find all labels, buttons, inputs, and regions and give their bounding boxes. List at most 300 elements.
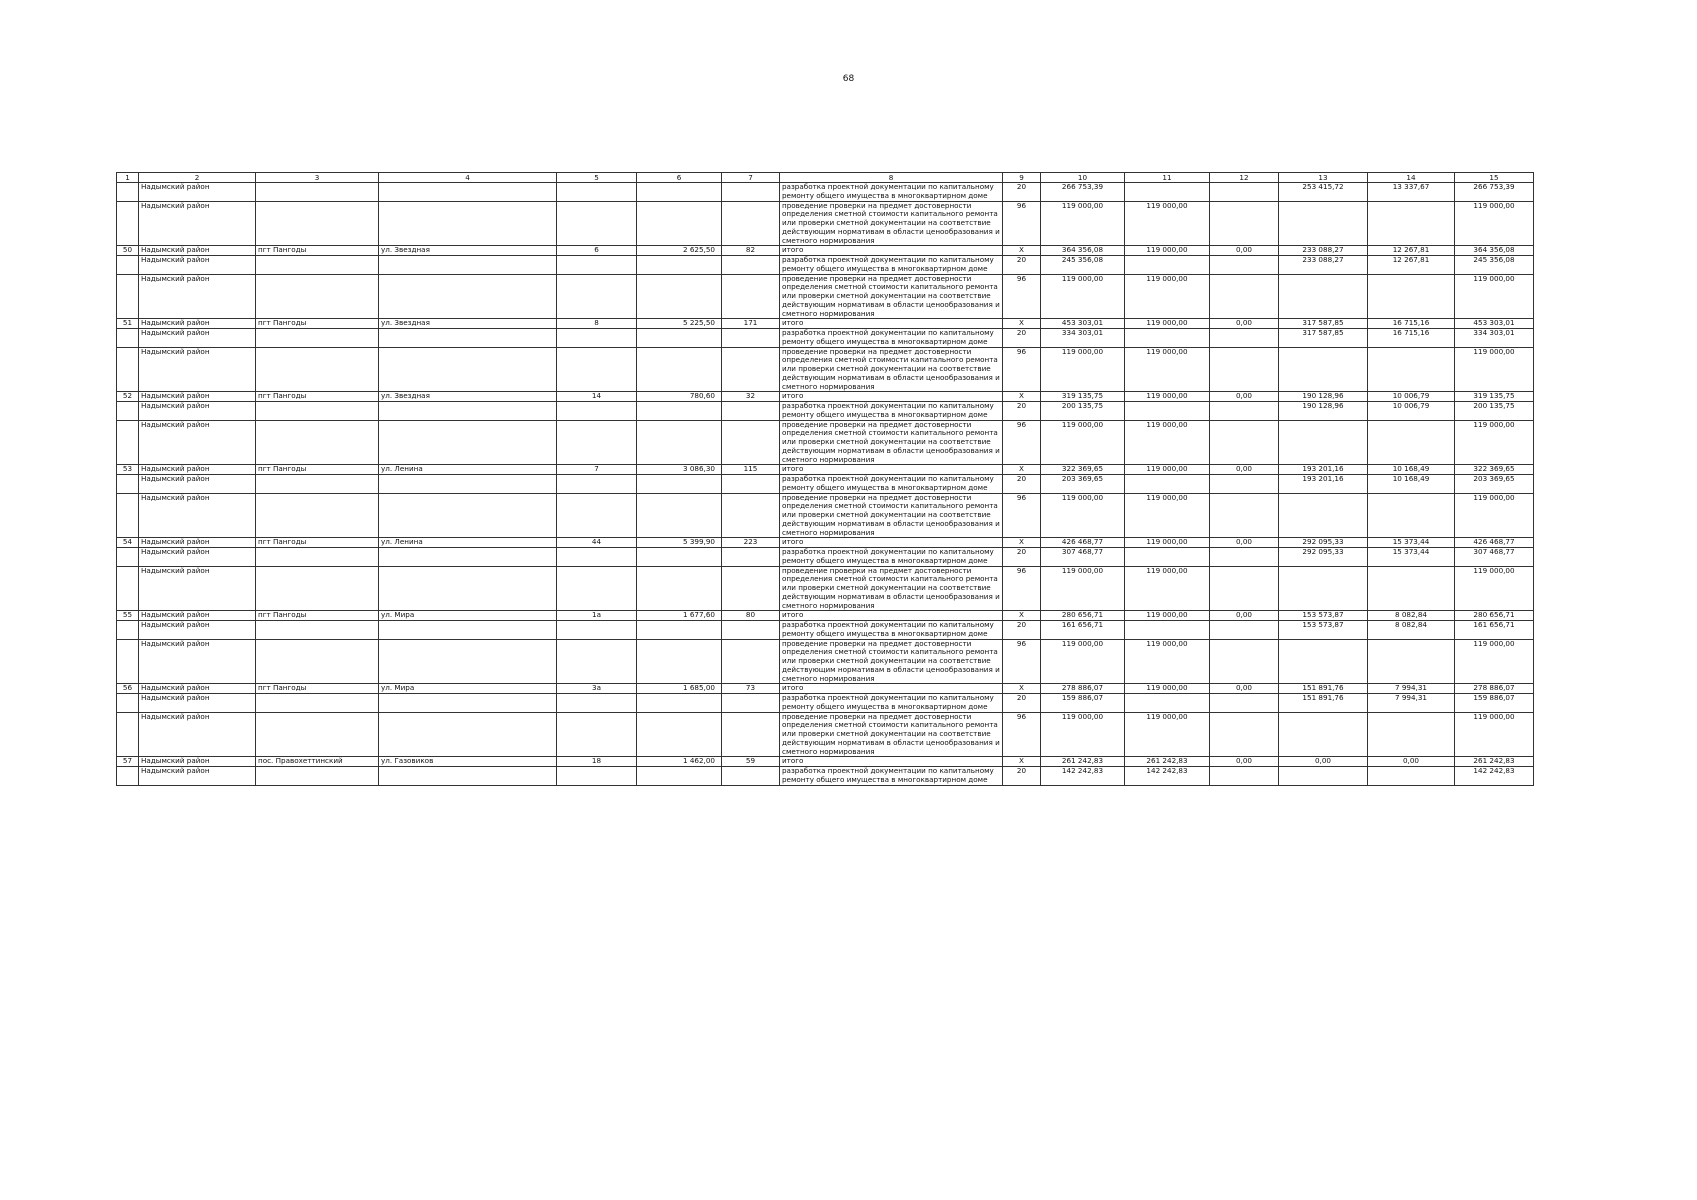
district-cell: Надымский район (139, 712, 256, 757)
work-type-cell: разработка проектной документации по капитальному ремонту общего имущества в многоквартирном доме (780, 621, 1003, 640)
work-type-cell: итого (780, 538, 1003, 548)
area-cell (637, 475, 722, 494)
street-cell: ул. Мира (379, 611, 557, 621)
residents-cell (722, 566, 780, 611)
street-cell (379, 566, 557, 611)
cost-col-13-cell: 193 201,16 (1279, 465, 1368, 475)
area-cell (637, 712, 722, 757)
cost-col-15-cell: 119 000,00 (1455, 493, 1534, 538)
work-type-cell: разработка проектной документации по капитальному ремонту общего имущества в многоквартирном доме (780, 402, 1003, 421)
district-cell: Надымский район (139, 694, 256, 713)
house-number-cell (557, 183, 637, 202)
residents-cell (722, 420, 780, 465)
residents-cell (722, 402, 780, 421)
cost-col-15-cell: 203 369,65 (1455, 475, 1534, 494)
total-cost-cell: 280 656,71 (1041, 611, 1125, 621)
cost-col-13-cell: 292 095,33 (1279, 538, 1368, 548)
work-type-cell: проведение проверки на предмет достоверности определения сметной стоимости капитального ремонта или проверки сметной документации на соответствие действующим нормативам в области ценообразования и сметного нормирования (780, 201, 1003, 246)
table-row (117, 621, 1534, 640)
cost-col-11-cell: 142 242,83 (1125, 767, 1210, 786)
area-cell (637, 621, 722, 640)
code-cell: 96 (1003, 347, 1041, 392)
district-cell: Надымский район (139, 319, 256, 329)
column-header: 4 (379, 173, 557, 183)
code-cell: 20 (1003, 767, 1041, 786)
house-number-cell (557, 201, 637, 246)
area-cell: 5 399,90 (637, 538, 722, 548)
cost-col-13-cell (1279, 274, 1368, 319)
row-number (117, 183, 139, 202)
residents-cell (722, 712, 780, 757)
cost-col-14-cell: 7 994,31 (1368, 684, 1455, 694)
cost-col-14-cell (1368, 639, 1455, 684)
total-cost-cell: 119 000,00 (1041, 566, 1125, 611)
house-number-cell (557, 566, 637, 611)
cost-col-11-cell: 119 000,00 (1125, 611, 1210, 621)
street-cell (379, 548, 557, 567)
district-cell: Надымский район (139, 684, 256, 694)
code-cell: X (1003, 538, 1041, 548)
total-cost-cell: 266 753,39 (1041, 183, 1125, 202)
row-number (117, 566, 139, 611)
residents-cell: 171 (722, 319, 780, 329)
street-cell (379, 329, 557, 348)
table-row (117, 465, 1534, 475)
cost-col-12-cell (1210, 548, 1279, 567)
column-header: 2 (139, 173, 256, 183)
cost-col-11-cell: 119 000,00 (1125, 201, 1210, 246)
cost-col-12-cell: 0,00 (1210, 392, 1279, 402)
street-cell (379, 274, 557, 319)
column-header: 5 (557, 173, 637, 183)
settlement-cell: пгт Пангоды (256, 392, 379, 402)
settlement-cell: пгт Пангоды (256, 465, 379, 475)
cost-col-13-cell (1279, 420, 1368, 465)
cost-col-13-cell: 153 573,87 (1279, 621, 1368, 640)
code-cell: 96 (1003, 201, 1041, 246)
work-type-cell: разработка проектной документации по капитальному ремонту общего имущества в многоквартирном доме (780, 767, 1003, 786)
cost-col-12-cell (1210, 201, 1279, 246)
cost-col-14-cell (1368, 274, 1455, 319)
table-row (117, 274, 1534, 319)
total-cost-cell: 142 242,83 (1041, 767, 1125, 786)
cost-col-11-cell: 119 000,00 (1125, 347, 1210, 392)
settlement-cell: пгт Пангоды (256, 684, 379, 694)
total-cost-cell: 278 886,07 (1041, 684, 1125, 694)
cost-col-13-cell: 190 128,96 (1279, 392, 1368, 402)
cost-col-11-cell (1125, 475, 1210, 494)
settlement-cell (256, 256, 379, 275)
district-cell: Надымский район (139, 420, 256, 465)
district-cell: Надымский район (139, 183, 256, 202)
district-cell: Надымский район (139, 329, 256, 348)
cost-col-12-cell: 0,00 (1210, 757, 1279, 767)
work-type-cell: проведение проверки на предмет достоверности определения сметной стоимости капитального ремонта или проверки сметной документации на соответствие действующим нормативам в области ценообразования и сметного нормирования (780, 639, 1003, 684)
cost-col-11-cell: 119 000,00 (1125, 538, 1210, 548)
settlement-cell (256, 493, 379, 538)
row-number (117, 493, 139, 538)
settlement-cell (256, 201, 379, 246)
row-number (117, 694, 139, 713)
table-row (117, 347, 1534, 392)
street-cell (379, 347, 557, 392)
row-number: 54 (117, 538, 139, 548)
house-number-cell: 18 (557, 757, 637, 767)
house-number-cell (557, 694, 637, 713)
street-cell (379, 639, 557, 684)
work-type-cell: итого (780, 392, 1003, 402)
row-number: 57 (117, 757, 139, 767)
district-cell: Надымский район (139, 493, 256, 538)
area-cell (637, 256, 722, 275)
total-cost-cell: 322 369,65 (1041, 465, 1125, 475)
row-number (117, 767, 139, 786)
area-cell (637, 767, 722, 786)
district-cell: Надымский район (139, 201, 256, 246)
work-type-cell: итого (780, 246, 1003, 256)
district-cell: Надымский район (139, 538, 256, 548)
area-cell (637, 201, 722, 246)
house-number-cell (557, 712, 637, 757)
cost-col-12-cell (1210, 274, 1279, 319)
total-cost-cell: 203 369,65 (1041, 475, 1125, 494)
table-row (117, 548, 1534, 567)
row-number (117, 274, 139, 319)
area-cell (637, 347, 722, 392)
residents-cell (722, 475, 780, 494)
table-row (117, 611, 1534, 621)
row-number (117, 329, 139, 348)
cost-col-14-cell (1368, 347, 1455, 392)
district-cell: Надымский район (139, 274, 256, 319)
district-cell: Надымский район (139, 347, 256, 392)
table-row (117, 475, 1534, 494)
district-cell: Надымский район (139, 548, 256, 567)
district-cell: Надымский район (139, 246, 256, 256)
settlement-cell (256, 639, 379, 684)
column-header: 14 (1368, 173, 1455, 183)
total-cost-cell: 426 468,77 (1041, 538, 1125, 548)
cost-col-15-cell: 200 135,75 (1455, 402, 1534, 421)
cost-col-14-cell: 8 082,84 (1368, 621, 1455, 640)
cost-col-15-cell: 319 135,75 (1455, 392, 1534, 402)
street-cell (379, 402, 557, 421)
residents-cell (722, 256, 780, 275)
cost-col-12-cell: 0,00 (1210, 246, 1279, 256)
cost-col-13-cell: 151 891,76 (1279, 694, 1368, 713)
total-cost-cell: 307 468,77 (1041, 548, 1125, 567)
table-row (117, 201, 1534, 246)
row-number (117, 548, 139, 567)
table-row (117, 402, 1534, 421)
cost-col-11-cell: 119 000,00 (1125, 712, 1210, 757)
table-row (117, 319, 1534, 329)
cost-col-12-cell (1210, 639, 1279, 684)
area-cell: 1 462,00 (637, 757, 722, 767)
house-number-cell: 3а (557, 684, 637, 694)
residents-cell: 32 (722, 392, 780, 402)
cost-col-13-cell: 153 573,87 (1279, 611, 1368, 621)
code-cell: X (1003, 611, 1041, 621)
column-header: 10 (1041, 173, 1125, 183)
cost-col-13-cell: 151 891,76 (1279, 684, 1368, 694)
area-cell (637, 694, 722, 713)
total-cost-cell: 119 000,00 (1041, 639, 1125, 684)
cost-col-14-cell (1368, 201, 1455, 246)
cost-col-14-cell (1368, 493, 1455, 538)
total-cost-cell: 319 135,75 (1041, 392, 1125, 402)
table-row (117, 694, 1534, 713)
total-cost-cell: 334 303,01 (1041, 329, 1125, 348)
work-type-cell: проведение проверки на предмет достоверности определения сметной стоимости капитального ремонта или проверки сметной документации на соответствие действующим нормативам в области ценообразования и сметного нормирования (780, 493, 1003, 538)
code-cell: 96 (1003, 639, 1041, 684)
total-cost-cell: 119 000,00 (1041, 493, 1125, 538)
cost-col-14-cell: 12 267,81 (1368, 246, 1455, 256)
settlement-cell: пгт Пангоды (256, 246, 379, 256)
cost-col-13-cell (1279, 767, 1368, 786)
cost-col-15-cell: 161 656,71 (1455, 621, 1534, 640)
settlement-cell (256, 347, 379, 392)
residents-cell (722, 639, 780, 684)
area-cell (637, 639, 722, 684)
district-cell: Надымский район (139, 639, 256, 684)
area-cell (637, 274, 722, 319)
total-cost-cell: 159 886,07 (1041, 694, 1125, 713)
cost-col-12-cell: 0,00 (1210, 465, 1279, 475)
street-cell (379, 712, 557, 757)
row-number: 55 (117, 611, 139, 621)
cost-col-11-cell (1125, 402, 1210, 421)
column-header: 9 (1003, 173, 1041, 183)
cost-col-14-cell: 16 715,16 (1368, 329, 1455, 348)
work-type-cell: проведение проверки на предмет достоверности определения сметной стоимости капитального ремонта или проверки сметной документации на соответствие действующим нормативам в области ценообразования и сметного нормирования (780, 347, 1003, 392)
area-cell: 5 225,50 (637, 319, 722, 329)
house-number-cell (557, 767, 637, 786)
cost-col-15-cell: 245 356,08 (1455, 256, 1534, 275)
cost-col-12-cell (1210, 347, 1279, 392)
house-number-cell (557, 493, 637, 538)
cost-col-15-cell: 119 000,00 (1455, 274, 1534, 319)
table-row (117, 538, 1534, 548)
column-header: 1 (117, 173, 139, 183)
cost-col-14-cell: 8 082,84 (1368, 611, 1455, 621)
row-number (117, 402, 139, 421)
work-type-cell: итого (780, 611, 1003, 621)
column-header: 6 (637, 173, 722, 183)
settlement-cell (256, 475, 379, 494)
cost-col-15-cell: 261 242,83 (1455, 757, 1534, 767)
cost-col-11-cell: 119 000,00 (1125, 319, 1210, 329)
district-cell: Надымский район (139, 757, 256, 767)
table-row (117, 256, 1534, 275)
cost-col-11-cell: 261 242,83 (1125, 757, 1210, 767)
settlement-cell: пгт Пангоды (256, 538, 379, 548)
total-cost-cell: 119 000,00 (1041, 201, 1125, 246)
house-number-cell: 6 (557, 246, 637, 256)
work-type-cell: итого (780, 319, 1003, 329)
settlement-cell (256, 274, 379, 319)
total-cost-cell: 200 135,75 (1041, 402, 1125, 421)
cost-col-15-cell: 142 242,83 (1455, 767, 1534, 786)
cost-col-11-cell (1125, 621, 1210, 640)
cost-col-15-cell: 159 886,07 (1455, 694, 1534, 713)
street-cell (379, 694, 557, 713)
work-type-cell: проведение проверки на предмет достоверности определения сметной стоимости капитального ремонта или проверки сметной документации на соответствие действующим нормативам в области ценообразования и сметного нормирования (780, 566, 1003, 611)
work-type-cell: разработка проектной документации по капитальному ремонту общего имущества в многоквартирном доме (780, 694, 1003, 713)
house-number-cell (557, 420, 637, 465)
cost-col-15-cell: 307 468,77 (1455, 548, 1534, 567)
code-cell: 96 (1003, 274, 1041, 319)
house-number-cell: 8 (557, 319, 637, 329)
work-type-cell: разработка проектной документации по капитальному ремонту общего имущества в многоквартирном доме (780, 475, 1003, 494)
settlement-cell: пгт Пангоды (256, 319, 379, 329)
district-cell: Надымский район (139, 392, 256, 402)
district-cell: Надымский район (139, 566, 256, 611)
code-cell: 20 (1003, 475, 1041, 494)
house-number-cell (557, 329, 637, 348)
code-cell: X (1003, 684, 1041, 694)
cost-col-12-cell (1210, 420, 1279, 465)
cost-col-14-cell: 10 168,49 (1368, 475, 1455, 494)
work-type-cell: проведение проверки на предмет достоверности определения сметной стоимости капитального ремонта или проверки сметной документации на соответствие действующим нормативам в области ценообразования и сметного нормирования (780, 274, 1003, 319)
settlement-cell (256, 566, 379, 611)
street-cell: ул. Ленина (379, 465, 557, 475)
street-cell: ул. Звездная (379, 392, 557, 402)
total-cost-cell: 453 303,01 (1041, 319, 1125, 329)
area-cell (637, 402, 722, 421)
cost-col-13-cell (1279, 566, 1368, 611)
code-cell: X (1003, 246, 1041, 256)
cost-col-14-cell: 10 006,79 (1368, 392, 1455, 402)
cost-col-13-cell: 317 587,85 (1279, 319, 1368, 329)
cost-col-11-cell (1125, 694, 1210, 713)
house-number-cell: 44 (557, 538, 637, 548)
area-cell: 3 086,30 (637, 465, 722, 475)
total-cost-cell: 364 356,08 (1041, 246, 1125, 256)
house-number-cell (557, 475, 637, 494)
area-cell (637, 493, 722, 538)
district-cell: Надымский район (139, 621, 256, 640)
work-type-cell: разработка проектной документации по капитальному ремонту общего имущества в многоквартирном доме (780, 183, 1003, 202)
code-cell: X (1003, 465, 1041, 475)
area-cell: 1 685,00 (637, 684, 722, 694)
code-cell: X (1003, 392, 1041, 402)
row-number (117, 420, 139, 465)
area-cell (637, 329, 722, 348)
column-header: 7 (722, 173, 780, 183)
cost-col-14-cell (1368, 767, 1455, 786)
work-type-cell: итого (780, 684, 1003, 694)
residents-cell (722, 493, 780, 538)
code-cell: 96 (1003, 712, 1041, 757)
street-cell (379, 767, 557, 786)
cost-col-15-cell: 266 753,39 (1455, 183, 1534, 202)
cost-col-11-cell (1125, 548, 1210, 567)
cost-col-14-cell: 15 373,44 (1368, 548, 1455, 567)
cost-col-14-cell: 16 715,16 (1368, 319, 1455, 329)
code-cell: 96 (1003, 493, 1041, 538)
cost-col-12-cell (1210, 566, 1279, 611)
street-cell (379, 475, 557, 494)
settlement-cell (256, 548, 379, 567)
area-cell: 2 625,50 (637, 246, 722, 256)
page-number: 68 (842, 74, 855, 84)
work-type-cell: итого (780, 465, 1003, 475)
row-number (117, 201, 139, 246)
column-header: 11 (1125, 173, 1210, 183)
total-cost-cell: 261 242,83 (1041, 757, 1125, 767)
cost-col-14-cell (1368, 566, 1455, 611)
column-header: 3 (256, 173, 379, 183)
code-cell: 20 (1003, 183, 1041, 202)
residents-cell (722, 201, 780, 246)
cost-col-14-cell: 10 006,79 (1368, 402, 1455, 421)
settlement-cell (256, 712, 379, 757)
house-number-cell (557, 639, 637, 684)
cost-col-15-cell: 119 000,00 (1455, 420, 1534, 465)
settlement-cell (256, 402, 379, 421)
house-number-cell: 1а (557, 611, 637, 621)
settlement-cell (256, 329, 379, 348)
cost-col-13-cell: 0,00 (1279, 757, 1368, 767)
street-cell: ул. Ленина (379, 538, 557, 548)
residents-cell: 73 (722, 684, 780, 694)
cost-col-13-cell: 193 201,16 (1279, 475, 1368, 494)
cost-col-12-cell (1210, 329, 1279, 348)
cost-col-11-cell: 119 000,00 (1125, 566, 1210, 611)
table-row (117, 329, 1534, 348)
cost-col-11-cell: 119 000,00 (1125, 246, 1210, 256)
cost-col-11-cell: 119 000,00 (1125, 684, 1210, 694)
row-number (117, 639, 139, 684)
row-number: 56 (117, 684, 139, 694)
work-type-cell: разработка проектной документации по капитальному ремонту общего имущества в многоквартирном доме (780, 548, 1003, 567)
house-number-cell: 7 (557, 465, 637, 475)
cost-col-13-cell: 317 587,85 (1279, 329, 1368, 348)
cost-col-13-cell (1279, 347, 1368, 392)
cost-col-12-cell (1210, 621, 1279, 640)
residents-cell: 115 (722, 465, 780, 475)
code-cell: 20 (1003, 402, 1041, 421)
settlement-cell (256, 767, 379, 786)
settlement-cell (256, 420, 379, 465)
cost-col-11-cell: 119 000,00 (1125, 465, 1210, 475)
cost-col-15-cell: 322 369,65 (1455, 465, 1534, 475)
street-cell: ул. Звездная (379, 246, 557, 256)
cost-col-14-cell: 13 337,67 (1368, 183, 1455, 202)
residents-cell (722, 274, 780, 319)
cost-col-12-cell (1210, 183, 1279, 202)
house-number-cell: 14 (557, 392, 637, 402)
cost-col-13-cell (1279, 201, 1368, 246)
district-cell: Надымский район (139, 402, 256, 421)
cost-col-15-cell: 278 886,07 (1455, 684, 1534, 694)
column-header: 12 (1210, 173, 1279, 183)
area-cell: 780,60 (637, 392, 722, 402)
work-type-cell: разработка проектной документации по капитальному ремонту общего имущества в многоквартирном доме (780, 329, 1003, 348)
cost-col-15-cell: 334 303,01 (1455, 329, 1534, 348)
table-row (117, 767, 1534, 786)
residents-cell (722, 183, 780, 202)
column-header: 8 (780, 173, 1003, 183)
area-cell (637, 548, 722, 567)
cost-col-11-cell: 119 000,00 (1125, 493, 1210, 538)
cost-col-15-cell: 280 656,71 (1455, 611, 1534, 621)
register-table (116, 172, 1534, 786)
cost-col-14-cell (1368, 712, 1455, 757)
row-number: 50 (117, 246, 139, 256)
table-row (117, 566, 1534, 611)
